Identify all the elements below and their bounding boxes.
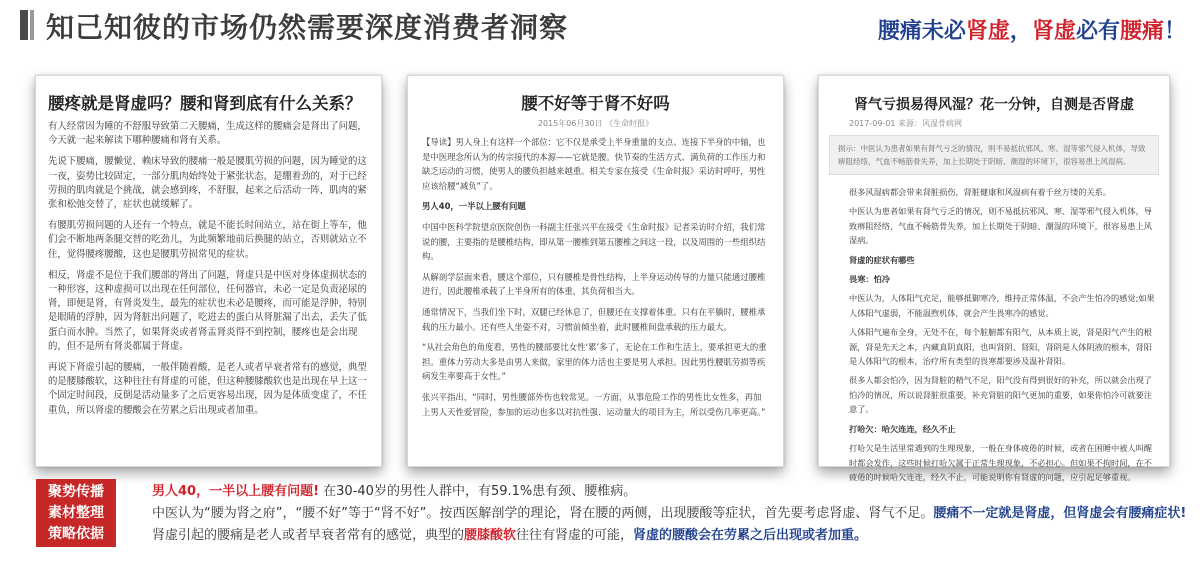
slogan-part: ， [1009,19,1032,44]
note-line [152,503,1187,525]
slogan-part: 肾虚 [965,19,1010,44]
article-card-3 [818,75,1170,482]
note-line [152,481,1182,503]
page-title: 知己知彼的市场仍然需要深度消费者洞察 [46,11,569,44]
slogan-part: 腰痛未必 [877,19,966,44]
note-text: 肾虚引起的腰痛是老人或者早衰者常有的感觉，典型的 [152,528,465,543]
article-body [408,135,783,419]
article-paragraph: “从社会角色的角度看，男性的腰部要比女性‘累’多了，无论在工作和生活上，要承担更大的重担。重体力劳动大多是由男人来做，家里的体力活也主要是男人承担。因此男性腰肌劳损等疾病发生率要高于女性。” [422,342,767,382]
title-accent-bar [20,10,28,40]
article-paragraph: 打哈欠是生活里常遇到的生理现象，一般在身体疲倦的时候，或者在困睡中被人叫醒时都会发作，这些时候打哈欠属于正常生理现象，不必担心。但如果不拘时间，在不疲倦的时候哈欠连连，经久不止，可能说明你有肾虚的问题，应引起足够重视。 [849,443,1152,482]
note-highlight: 腰痛不一定就是肾虚，但肾虚会有腰痛症状! [933,506,1187,521]
strategy-tag [36,479,116,547]
slogan-part: 肾虚 [1031,19,1076,44]
note-highlight: 肾虚的腰酸会在劳累之后出现或者加重。 [633,528,868,543]
article-paragraph: 中医认为患者如果有肾气亏乏的情况，则不易抵抗邪风、寒、湿等邪气侵入机体，导致痹阻经络，气血不畅筋骨失养，加上长期处于阴暗、潮湿的环境下，很容易患上风湿病。 [849,206,1152,246]
article-paragraph: 再说下肾虚引起的腰痛，一般伴随着酸，是老人或者早衰者常有的感觉，典型的是腰膝酸软，这种往往有肾虚的可能，但这种腰膝酸软也是出现在早上这一个固定时间段，反倒是活动量多了之后更容易出现，因为是体质变虚了，不任重负，所以肾虚的腰酸会在劳累之后出现或者加重。 [48,362,367,416]
slogan [878,14,1186,45]
article-summary-box: 损示：中医认为患者如果有肾气亏乏的情况，则不易抵抗邪风、寒、湿等邪气侵入机体，导致痹阻经络，气血不畅筋骨失养，加上长期处于阴暗、潮湿的环境下，很容易患上风湿病。 [829,135,1159,175]
article-subheading: 畏寒：怕冷 [849,274,890,285]
note-highlight: 腰膝酸软 [464,528,517,543]
article-paragraph: 人体阳气遍布全身，无处不在，每个脏腑都有阳气，从本质上说，肾是阳气产生的根源，肾是先天之本，内藏真阴真阳，也叫肾阴、肾阳，肾阴是人体阴液的根本，肾阳是人体阳气的根本，治疗所有类型的畏寒都要涉及温补肾阳。 [849,327,1152,367]
note-line [152,525,1182,547]
article-paragraph: 【导读】男人身上有这样一个部位：它不仅是承受上半身重量的支点、连接下半身的中轴，也是中医理念所认为的传宗接代的本源——它就是腰。快节奏的生活方式、满负荷的工作压力和缺乏运动的习惯，使男人的腰负担越来越重。相关专家在接受《生命时报》采访时呼吁，男性应该给腰“减负”了。 [422,137,766,191]
title-accent-bar-light [30,10,34,40]
article-card-1 [35,75,382,467]
slogan-part: ！ [1163,19,1186,44]
article-paragraph: 相反，肾虚不是位于我们腰部的肾出了问题，肾虚只是中医对身体虚损状态的一种形容，这种虚损可以出现在任何部位，任何器官，未必一定是负责泌尿的肾，即便是肾，有肾炎发生，最先的症状也未必是腰疼，而可能是浮肿，特别是眼睛的浮肿，因为肾脏出问题了，吃进去的蛋白从肾脏漏了出去，丢失了低蛋白而水肿。当然了，如果肾炎或者肾盂肾炎得不到控制，腰疼也是会出现的，但不是所有肾炎都属于肾虚。 [48,269,367,352]
slogan-part: 腰痛 [1119,19,1164,44]
article-title: 腰疼就是肾虚吗？腰和肾到底有什么关系？ [48,94,362,113]
note-text: 往往有肾虚的可能， [516,528,634,543]
article-paragraph: 张兴平指出，“同时，男性腰部外伤也较常见。一方面，从事危险工作的男性比女性多，再加上男人天性爱冒险，参加的运动也多以对抗性强、运动量大的项目为主，所以受伤几率更高。” [422,391,766,417]
article-subheading: 打哈欠：哈欠连连，经久不止 [849,423,956,434]
tag-line: 策略依据 [48,526,104,542]
article-subheading: 肾虚的症状有哪些 [849,254,915,265]
article-title: 腰不好等于肾不好吗 [521,94,670,113]
article-paragraph: 先说下腰痛，腰懒觉、赖床导致的腰痛一般是腰肌劳损的问题，因为睡觉的这一夜，姿势比较固定，一部分肌肉始终处于紧张状态，是绷着劲的，对于已经劳损的肌肉就是个挑战，就会感到疼，不舒服，起来之后活动一阵，肌肉的紧张和松弛交替了，症状也就缓解了。 [48,156,367,211]
article-paragraph: 有人经常因为睡的不舒服导致第二天腰痛，生成这样的腰痛会是肾出了问题，今天就一起来解读下哪种腰痛和肾有关系。 [48,121,367,147]
article-card-2 [407,75,784,467]
article-body [819,185,1169,484]
article-paragraph: 中国中医科学院望京医院创伤一科副主任张兴平在接受《生命时报》记者采访时介绍，我们常说的腰，主要指的是腰椎结构，即从第一腰椎到第五腰椎之间这一段，以及周围的一些组织结构。 [422,221,766,262]
article-paragraph: 中医认为，人体阳气充足，能够抵御寒冷，维持正常体温，不会产生怕冷的感觉;如果人体阳气虚弱，不能温煦机体，就会产生畏寒冷的感觉。 [849,293,1155,318]
article-meta: 2015年06月30日 《生命时报》 [537,119,654,128]
article-paragraph: 从解剖学层面来看，腰这个部位，只有腰椎是骨性结构，上半身运动传导的力量只能通过腰椎进行，因此腰椎承载了上半身所有的体重，其负荷相当大。 [422,271,766,297]
article-meta: 2017-09-01 来源：风湿骨病网 [849,119,963,128]
article-subheading: 男人40，一半以上腰有问题 [422,201,526,212]
insight-notes [152,481,1187,547]
article-paragraph: 有腰肌劳损问题的人还有一个特点，就是不能长时间站立，站在街上等车，他们会不断地两条腿交替的吃劲儿，为此频繁地前后换腿的站立，否则就站立不住，觉得腰疼腰酸，这也是腰肌劳损常见的症状。 [48,220,367,260]
article-paragraph: 很多风湿病都会带来肾脏损伤，肾脏健康和风湿病有着千丝万缕的关系。 [849,187,1112,197]
tag-line: 素材整理 [48,505,104,521]
note-text: 在30-40岁的男性人群中，有59.1%患有颈、腰椎病。 [319,484,637,499]
article-paragraph: 很多人都会怕冷，因为肾脏的精气不足，阳气没有得到很好的补充，所以就会出现了怕冷的情况，所以说肾脏很重要，补充肾脏的阳气更加的重要，如果你怕冷可就要注意了。 [849,375,1152,415]
slogan-part: 必有 [1075,19,1120,44]
article-paragraph: 通常情况下，当我们坐下时，双腿已经休息了，但腰还在支撑着体重。只有在平躺时，腰椎承载的压力最小。还有些人坐姿不对，习惯前倾坐着，此时腰椎间盘承载的压力最大。 [422,306,766,332]
article-title: 肾气亏损易得风湿？花一分钟，自测是否肾虚 [854,97,1134,113]
note-text: 中医认为“腰为肾之府”，“腰不好”等于“肾不好”。按西医解剖学的理论，肾在腰的两侧，出现腰酸等症状，首先要考虑肾虚、肾气不足。 [152,506,934,521]
note-highlight: 男人40，一半以上腰有问题! [152,484,320,499]
tag-line: 聚势传播 [48,484,104,500]
